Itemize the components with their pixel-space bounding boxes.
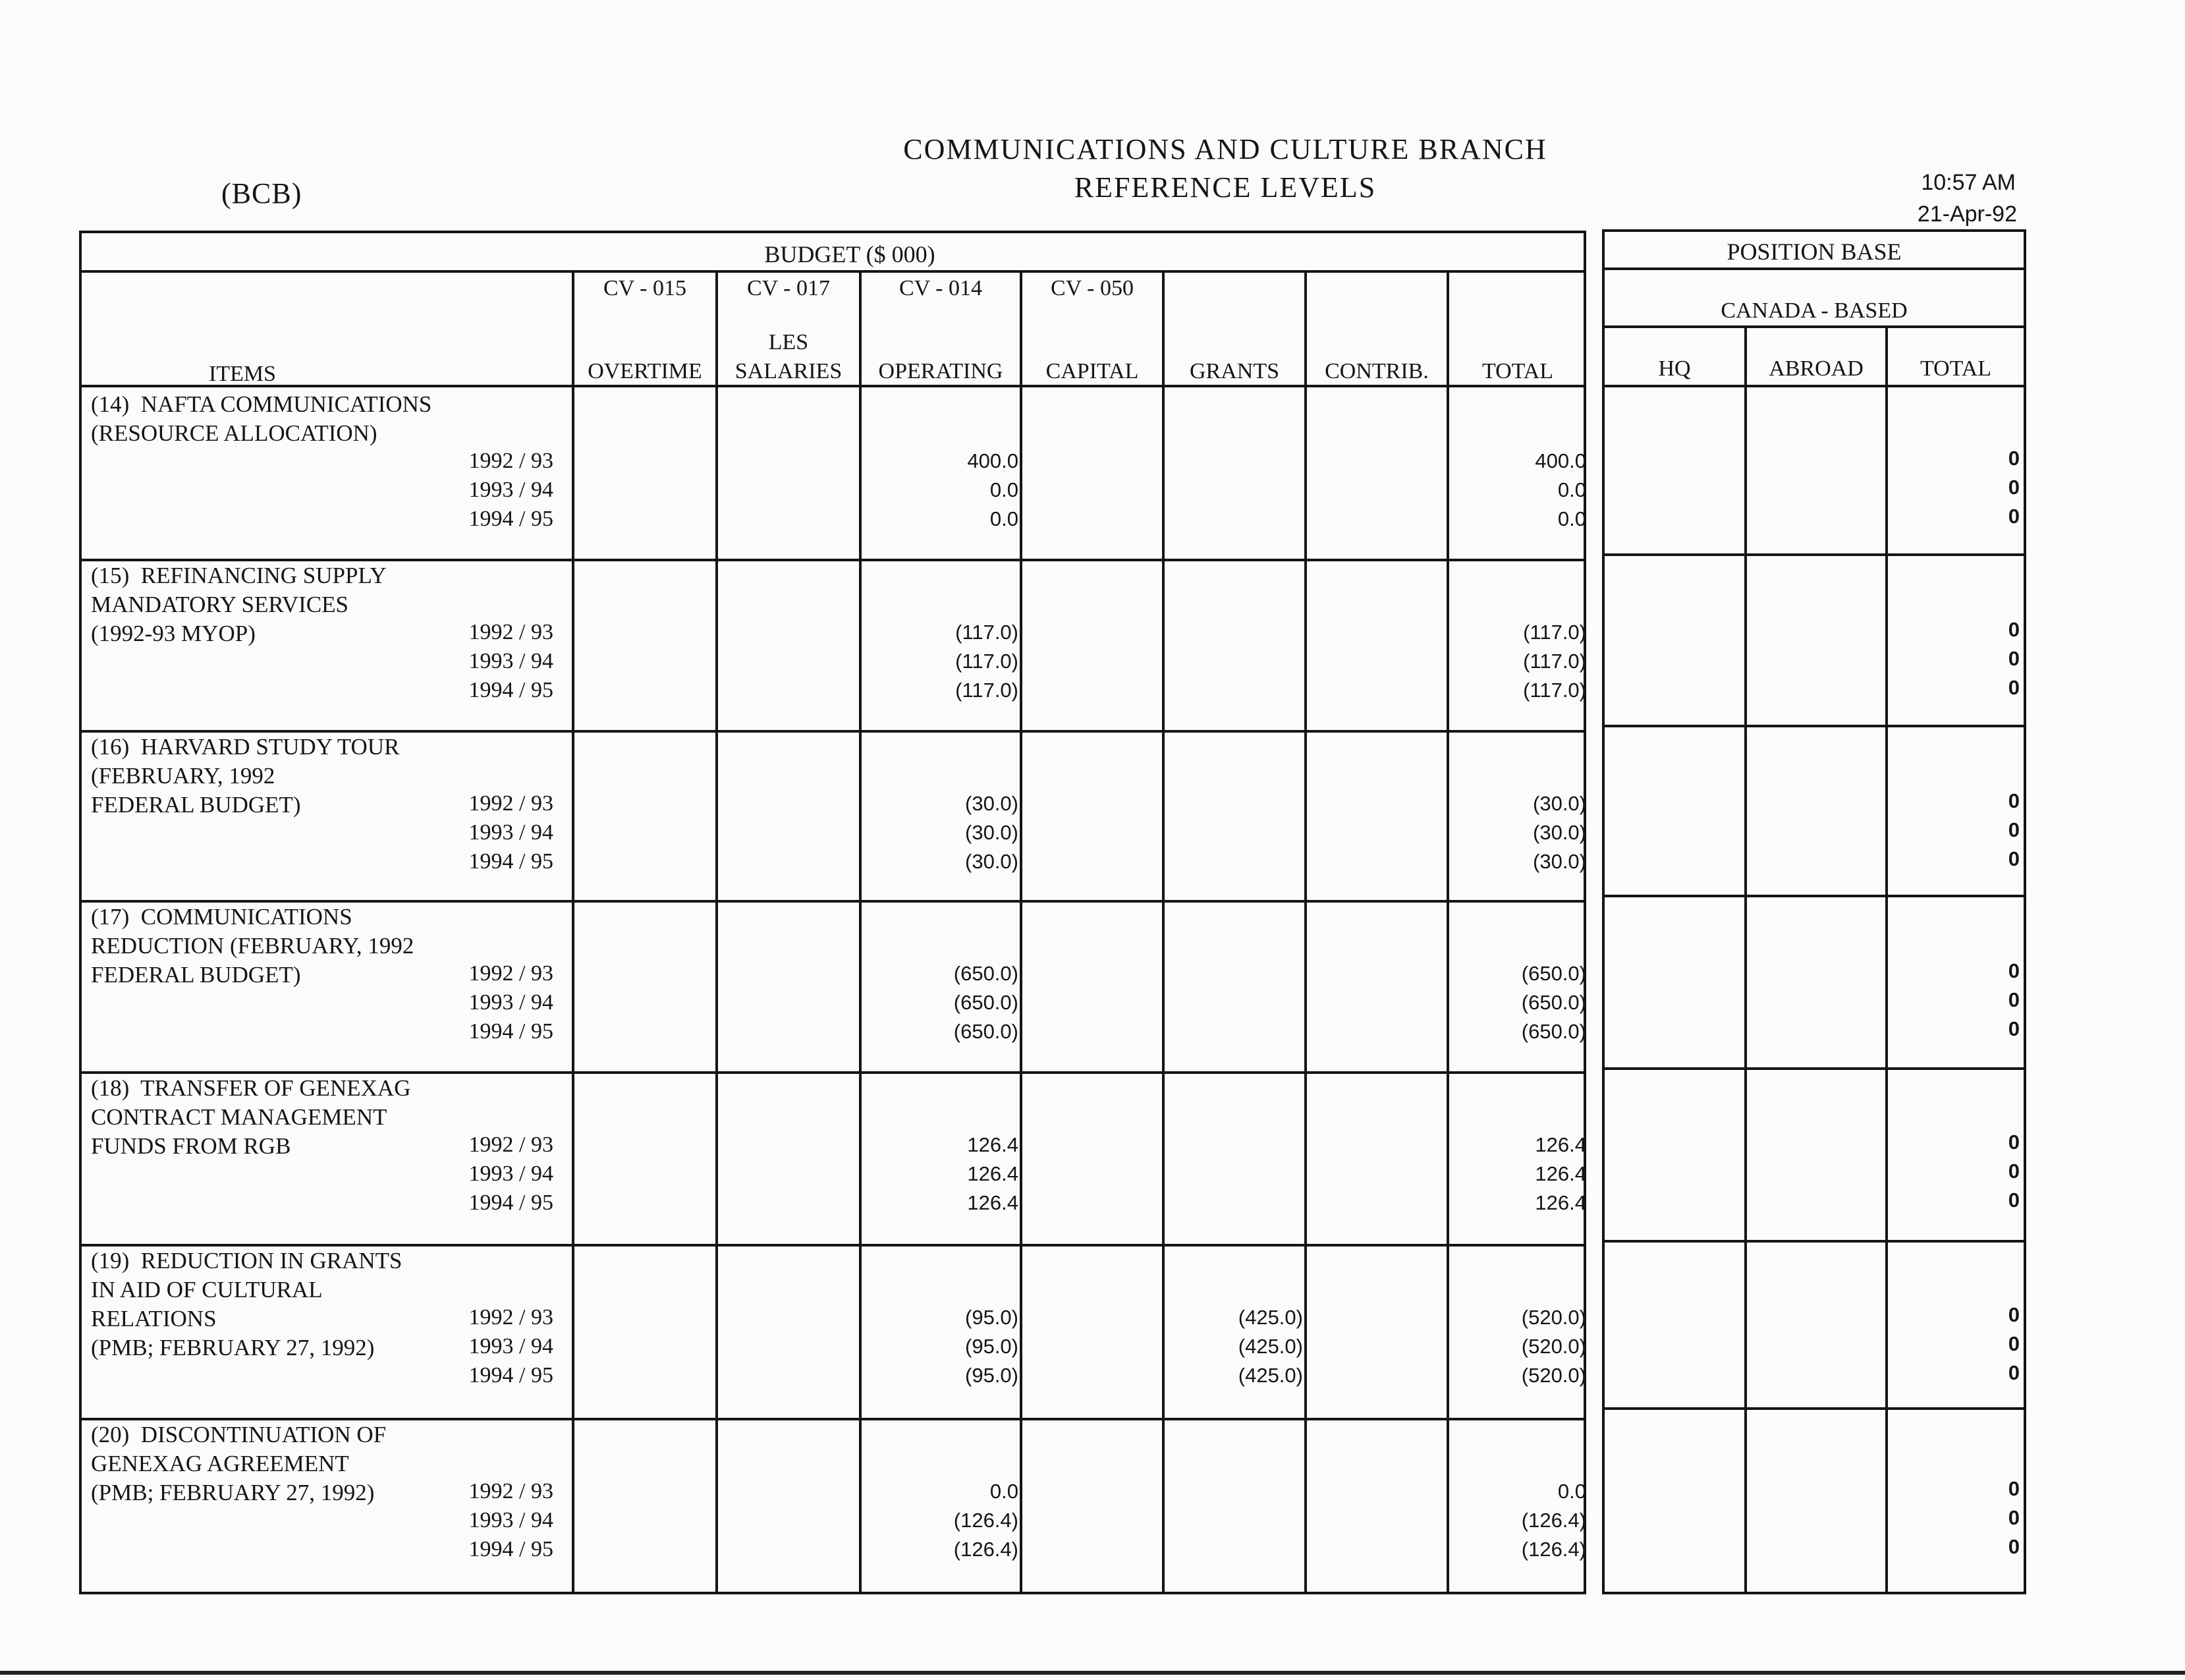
operating-value: 0.0	[989, 507, 1018, 530]
col-divider	[1304, 270, 1307, 1594]
fiscal-year: 1993 / 94	[468, 990, 553, 1015]
col-divider	[1162, 270, 1165, 1594]
total-value: (117.0)	[1523, 621, 1586, 644]
item-description: IN AID OF CULTURAL	[91, 1277, 323, 1302]
position-total-value: 0	[2008, 1189, 2020, 1212]
position-total-value: 0	[2008, 1160, 2020, 1183]
item-description: (FEBRUARY, 1992	[91, 763, 275, 789]
col-salaries: SALARIES	[734, 359, 843, 383]
position-total-value: 0	[2008, 1361, 2020, 1384]
fiscal-year: 1994 / 95	[468, 849, 553, 874]
col-code-overtime: CV - 015	[603, 276, 686, 300]
position-subtitle: CANADA - BASED	[1721, 298, 1908, 323]
operating-value: 0.0	[989, 1480, 1018, 1503]
budget-title-rule	[79, 270, 1586, 273]
total-value: (117.0)	[1523, 679, 1586, 702]
row-separator	[1602, 725, 2026, 727]
col-divider	[572, 270, 574, 1594]
position-total-value: 0	[2008, 959, 2020, 982]
col-divider	[1885, 325, 1888, 1594]
grants-value: (425.0)	[1238, 1364, 1303, 1387]
title-line-2: REFERENCE LEVELS	[1074, 171, 1377, 204]
item-description: (18) TRANSFER OF GENEXAG	[91, 1075, 411, 1101]
col-divider	[859, 270, 862, 1594]
operating-value: (30.0)	[965, 850, 1018, 873]
fiscal-year: 1994 / 95	[468, 507, 553, 531]
fiscal-year: 1993 / 94	[468, 1334, 553, 1358]
item-description: (1992-93 MYOP)	[91, 621, 256, 646]
budget-title: BUDGET ($ 000)	[764, 241, 935, 267]
row-separator	[1602, 553, 2026, 556]
fiscal-year: 1992 / 93	[468, 449, 553, 473]
position-total-value: 0	[2008, 1017, 2020, 1040]
operating-value: (117.0)	[955, 621, 1018, 644]
total-value: (650.0)	[1521, 991, 1586, 1014]
total-value: (30.0)	[1533, 821, 1586, 844]
total-value: (117.0)	[1523, 650, 1586, 673]
position-title-rule	[1602, 267, 2026, 270]
col-abroad: ABROAD	[1769, 356, 1864, 381]
item-description: (19) REDUCTION IN GRANTS	[91, 1248, 402, 1274]
col-salaries-top: LES	[768, 330, 809, 354]
col-operating: OPERATING	[878, 359, 1003, 383]
item-description: (PMB; FEBRUARY 27, 1992)	[91, 1335, 375, 1360]
org-code: (BCB)	[221, 177, 302, 210]
col-code-capital: CV - 050	[1051, 276, 1134, 300]
col-contrib: CONTRIB.	[1325, 359, 1429, 383]
position-total-value: 0	[2008, 618, 2020, 641]
col-divider	[1020, 270, 1022, 1594]
position-total-value: 0	[2008, 818, 2020, 841]
item-description: REDUCTION (FEBRUARY, 1992	[91, 933, 414, 959]
col-divider	[1744, 325, 1747, 1594]
item-description: FEDERAL BUDGET)	[91, 792, 301, 818]
position-total-value: 0	[2008, 1535, 2020, 1558]
operating-value: (650.0)	[953, 1020, 1018, 1043]
col-total: TOTAL	[1481, 359, 1554, 383]
position-total-value: 0	[2008, 1131, 2020, 1154]
grants-value: (425.0)	[1238, 1335, 1303, 1358]
operating-value: (117.0)	[955, 650, 1018, 673]
operating-value: (126.4)	[953, 1538, 1018, 1561]
operating-value: (30.0)	[965, 821, 1018, 844]
total-value: (30.0)	[1533, 792, 1586, 815]
operating-value: 0.0	[989, 478, 1018, 501]
item-description: FEDERAL BUDGET)	[91, 962, 301, 988]
position-subtitle-rule	[1602, 325, 2026, 328]
position-title: POSITION BASE	[1727, 238, 1902, 265]
position-total-value: 0	[2008, 988, 2020, 1011]
col-hq: HQ	[1658, 356, 1691, 381]
position-total-value: 0	[2008, 1303, 2020, 1326]
fiscal-year: 1992 / 93	[468, 1133, 553, 1157]
operating-value: (95.0)	[965, 1335, 1018, 1358]
page-title	[902, 130, 1548, 207]
operating-value: (95.0)	[965, 1364, 1018, 1387]
item-description: (15) REFINANCING SUPPLY	[91, 563, 387, 588]
item-description: (20) DISCONTINUATION OF	[91, 1422, 387, 1447]
total-value: 0.0	[1557, 1480, 1586, 1503]
fiscal-year: 1994 / 95	[468, 1019, 553, 1044]
fiscal-year: 1994 / 95	[468, 1537, 553, 1561]
fiscal-year: 1994 / 95	[468, 678, 553, 702]
position-total-value: 0	[2008, 447, 2020, 470]
operating-value: (30.0)	[965, 792, 1018, 815]
col-overtime: OVERTIME	[588, 359, 702, 383]
item-description: (RESOURCE ALLOCATION)	[91, 420, 377, 446]
position-total-value: 0	[2008, 476, 2020, 499]
fiscal-year: 1992 / 93	[468, 1305, 553, 1330]
operating-value: (650.0)	[953, 991, 1018, 1014]
position-table	[1602, 229, 2026, 1594]
item-description: RELATIONS	[91, 1306, 217, 1331]
grants-value: (425.0)	[1238, 1306, 1303, 1329]
total-value: 126.4	[1535, 1133, 1586, 1156]
total-value: (650.0)	[1521, 962, 1586, 985]
item-description: (PMB; FEBRUARY 27, 1992)	[91, 1480, 375, 1505]
row-separator	[1602, 895, 2026, 897]
operating-value: 126.4	[967, 1162, 1018, 1185]
position-total-value: 0	[2008, 676, 2020, 699]
position-total-value: 0	[2008, 647, 2020, 670]
col-code-salaries: CV - 017	[747, 276, 830, 300]
col-capital: CAPITAL	[1045, 359, 1139, 383]
operating-value: 400.0	[967, 449, 1018, 472]
position-total-value: 0	[2008, 1332, 2020, 1355]
fiscal-year: 1993 / 94	[468, 478, 553, 502]
col-grants: GRANTS	[1189, 359, 1280, 383]
operating-value: (650.0)	[953, 962, 1018, 985]
operating-value: (126.4)	[953, 1509, 1018, 1532]
fiscal-year: 1993 / 94	[468, 1508, 553, 1532]
fiscal-year: 1993 / 94	[468, 649, 553, 673]
position-total-value: 0	[2008, 1477, 2020, 1500]
total-value: (520.0)	[1521, 1306, 1586, 1329]
operating-value: 126.4	[967, 1133, 1018, 1156]
total-value: (126.4)	[1521, 1509, 1586, 1532]
fiscal-year: 1993 / 94	[468, 820, 553, 845]
position-total-value: 0	[2008, 789, 2020, 812]
item-description: (14) NAFTA COMMUNICATIONS	[91, 391, 432, 417]
item-description: FUNDS FROM RGB	[91, 1133, 291, 1159]
fiscal-year: 1994 / 95	[468, 1363, 553, 1387]
row-separator	[1602, 1407, 2026, 1410]
col-divider	[715, 270, 718, 1594]
position-total-value: 0	[2008, 847, 2020, 870]
title-line-1: COMMUNICATIONS AND CULTURE BRANCH	[903, 133, 1547, 165]
fiscal-year: 1992 / 93	[468, 791, 553, 816]
total-value: 126.4	[1535, 1191, 1586, 1214]
total-value: 0.0	[1557, 507, 1586, 530]
fiscal-year: 1992 / 93	[468, 620, 553, 644]
item-description: CONTRACT MANAGEMENT	[91, 1104, 387, 1130]
print-date: 21-Apr-92	[1917, 202, 2017, 227]
print-time: 10:57 AM	[1921, 170, 2016, 195]
fiscal-year: 1994 / 95	[468, 1190, 553, 1215]
fiscal-year: 1992 / 93	[468, 961, 553, 986]
row-separator	[1602, 1067, 2026, 1070]
item-description: MANDATORY SERVICES	[91, 592, 349, 617]
operating-value: (95.0)	[965, 1306, 1018, 1329]
total-value: (520.0)	[1521, 1335, 1586, 1358]
item-description: (17) COMMUNICATIONS	[91, 904, 352, 930]
total-value: 0.0	[1557, 478, 1586, 501]
item-description: (16) HARVARD STUDY TOUR	[91, 734, 400, 760]
scan-edge	[0, 1671, 2185, 1675]
col-divider	[1447, 270, 1449, 1594]
operating-value: (117.0)	[955, 679, 1018, 702]
items-header: ITEMS	[209, 362, 276, 386]
row-separator	[1602, 1240, 2026, 1243]
total-value: 126.4	[1535, 1162, 1586, 1185]
total-value: (520.0)	[1521, 1364, 1586, 1387]
fiscal-year: 1992 / 93	[468, 1479, 553, 1503]
item-description: GENEXAG AGREEMENT	[91, 1451, 349, 1476]
position-total-value: 0	[2008, 1506, 2020, 1529]
col-pos-total: TOTAL	[1920, 356, 1992, 381]
total-value: 400.0	[1535, 449, 1586, 472]
position-total-value: 0	[2008, 505, 2020, 528]
position-header-rule	[1602, 385, 2026, 387]
total-value: (650.0)	[1521, 1020, 1586, 1043]
operating-value: 126.4	[967, 1191, 1018, 1214]
total-value: (126.4)	[1521, 1538, 1586, 1561]
total-value: (30.0)	[1533, 850, 1586, 873]
col-code-operating: CV - 014	[899, 276, 982, 300]
fiscal-year: 1993 / 94	[468, 1162, 553, 1186]
